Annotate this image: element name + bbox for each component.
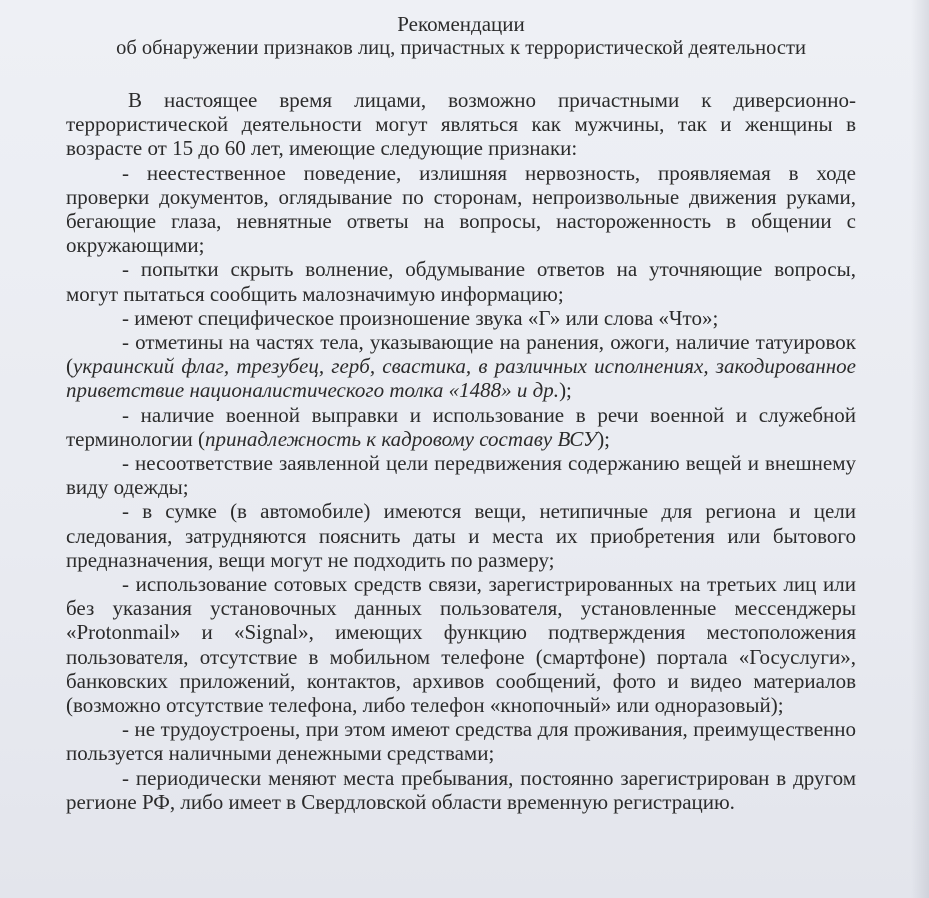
list-item: - в сумке (в автомобиле) имеются вещи, нетипичные для региона и цели следования, затрудняются пояснить даты и места их приобретения или бытового предназначения, вещи могут не подходить по размеру; <box>66 499 856 572</box>
list-item: - не трудоустроены, при этом имеют средства для проживания, преимущественно пользуется наличными денежными средствами; <box>66 717 856 766</box>
list-item: - использование сотовых средств связи, зарегистрированных на третьих лиц или без указания установочных данных пользователя, установленные мессенджеры «Protonmail» и «Signal», имеющих функцию подтверждения местоположения пользователя, отсутствие в мобильном телефоне (смартфоне) портала «Госуслуги», банковских приложений, контактов, архивов сообщений, фото и видео материалов (возможно отсутствие телефона, либо телефон «кнопочный» или одноразовый); <box>66 572 856 718</box>
page-edge-shadow <box>911 0 929 898</box>
military-item-text: - наличие военной выправки и использование в речи военной и служебной терминологии ( <box>66 402 856 451</box>
list-item-tattoos <box>66 330 856 403</box>
list-item: - имеют специфическое произношение звука «Г» или слова «Что»; <box>122 305 719 330</box>
tattoo-item-examples: украинский флаг, трезубец, герб, свастика, в различных исполнениях, закодированное приветствие националистического толка «1488» и др. <box>66 354 856 403</box>
document-body <box>66 12 856 814</box>
list-item-military <box>66 403 856 451</box>
list-item: - попытки скрыть волнение, обдумывание ответов на уточняющие вопросы, могут пытаться сообщить малозначимую информацию; <box>66 257 856 306</box>
military-item-example: принадлежность к кадровому составу ВСУ <box>204 426 598 451</box>
intro-paragraph: В настоящее время лицами, возможно причастными к диверсионно-террористической деятельности могут являться как мужчины, так и женщины в возрасте от 15 до 60 лет, имеющие следующие признаки: <box>66 88 856 161</box>
list-item: - несоответствие заявленной цели передвижения содержанию вещей и внешнему виду одежды; <box>66 451 856 500</box>
military-item-suffix: ); <box>597 426 611 451</box>
tattoo-item-suffix: ); <box>559 378 572 403</box>
list-item: - неестественное поведение, излишняя нервозность, проявляемая в ходе проверки документов, оглядывание по сторонам, непроизвольные движения руками, бегающие глаза, невнятные ответы на вопросы, настороженность в общении с окружающими; <box>66 160 856 258</box>
tattoo-item-text: - отметины на частях тела, указывающие на ранения, ожоги, наличие татуировок ( <box>66 330 856 379</box>
document-title: Рекомендации <box>397 12 525 36</box>
list-item: - периодически меняют места пребывания, постоянно зарегистрирован в другом регионе РФ, либо имеет в Свердловской области временную регистрацию. <box>66 765 856 814</box>
document-subtitle: об обнаружении признаков лиц, причастных к террористической деятельности <box>116 37 806 59</box>
